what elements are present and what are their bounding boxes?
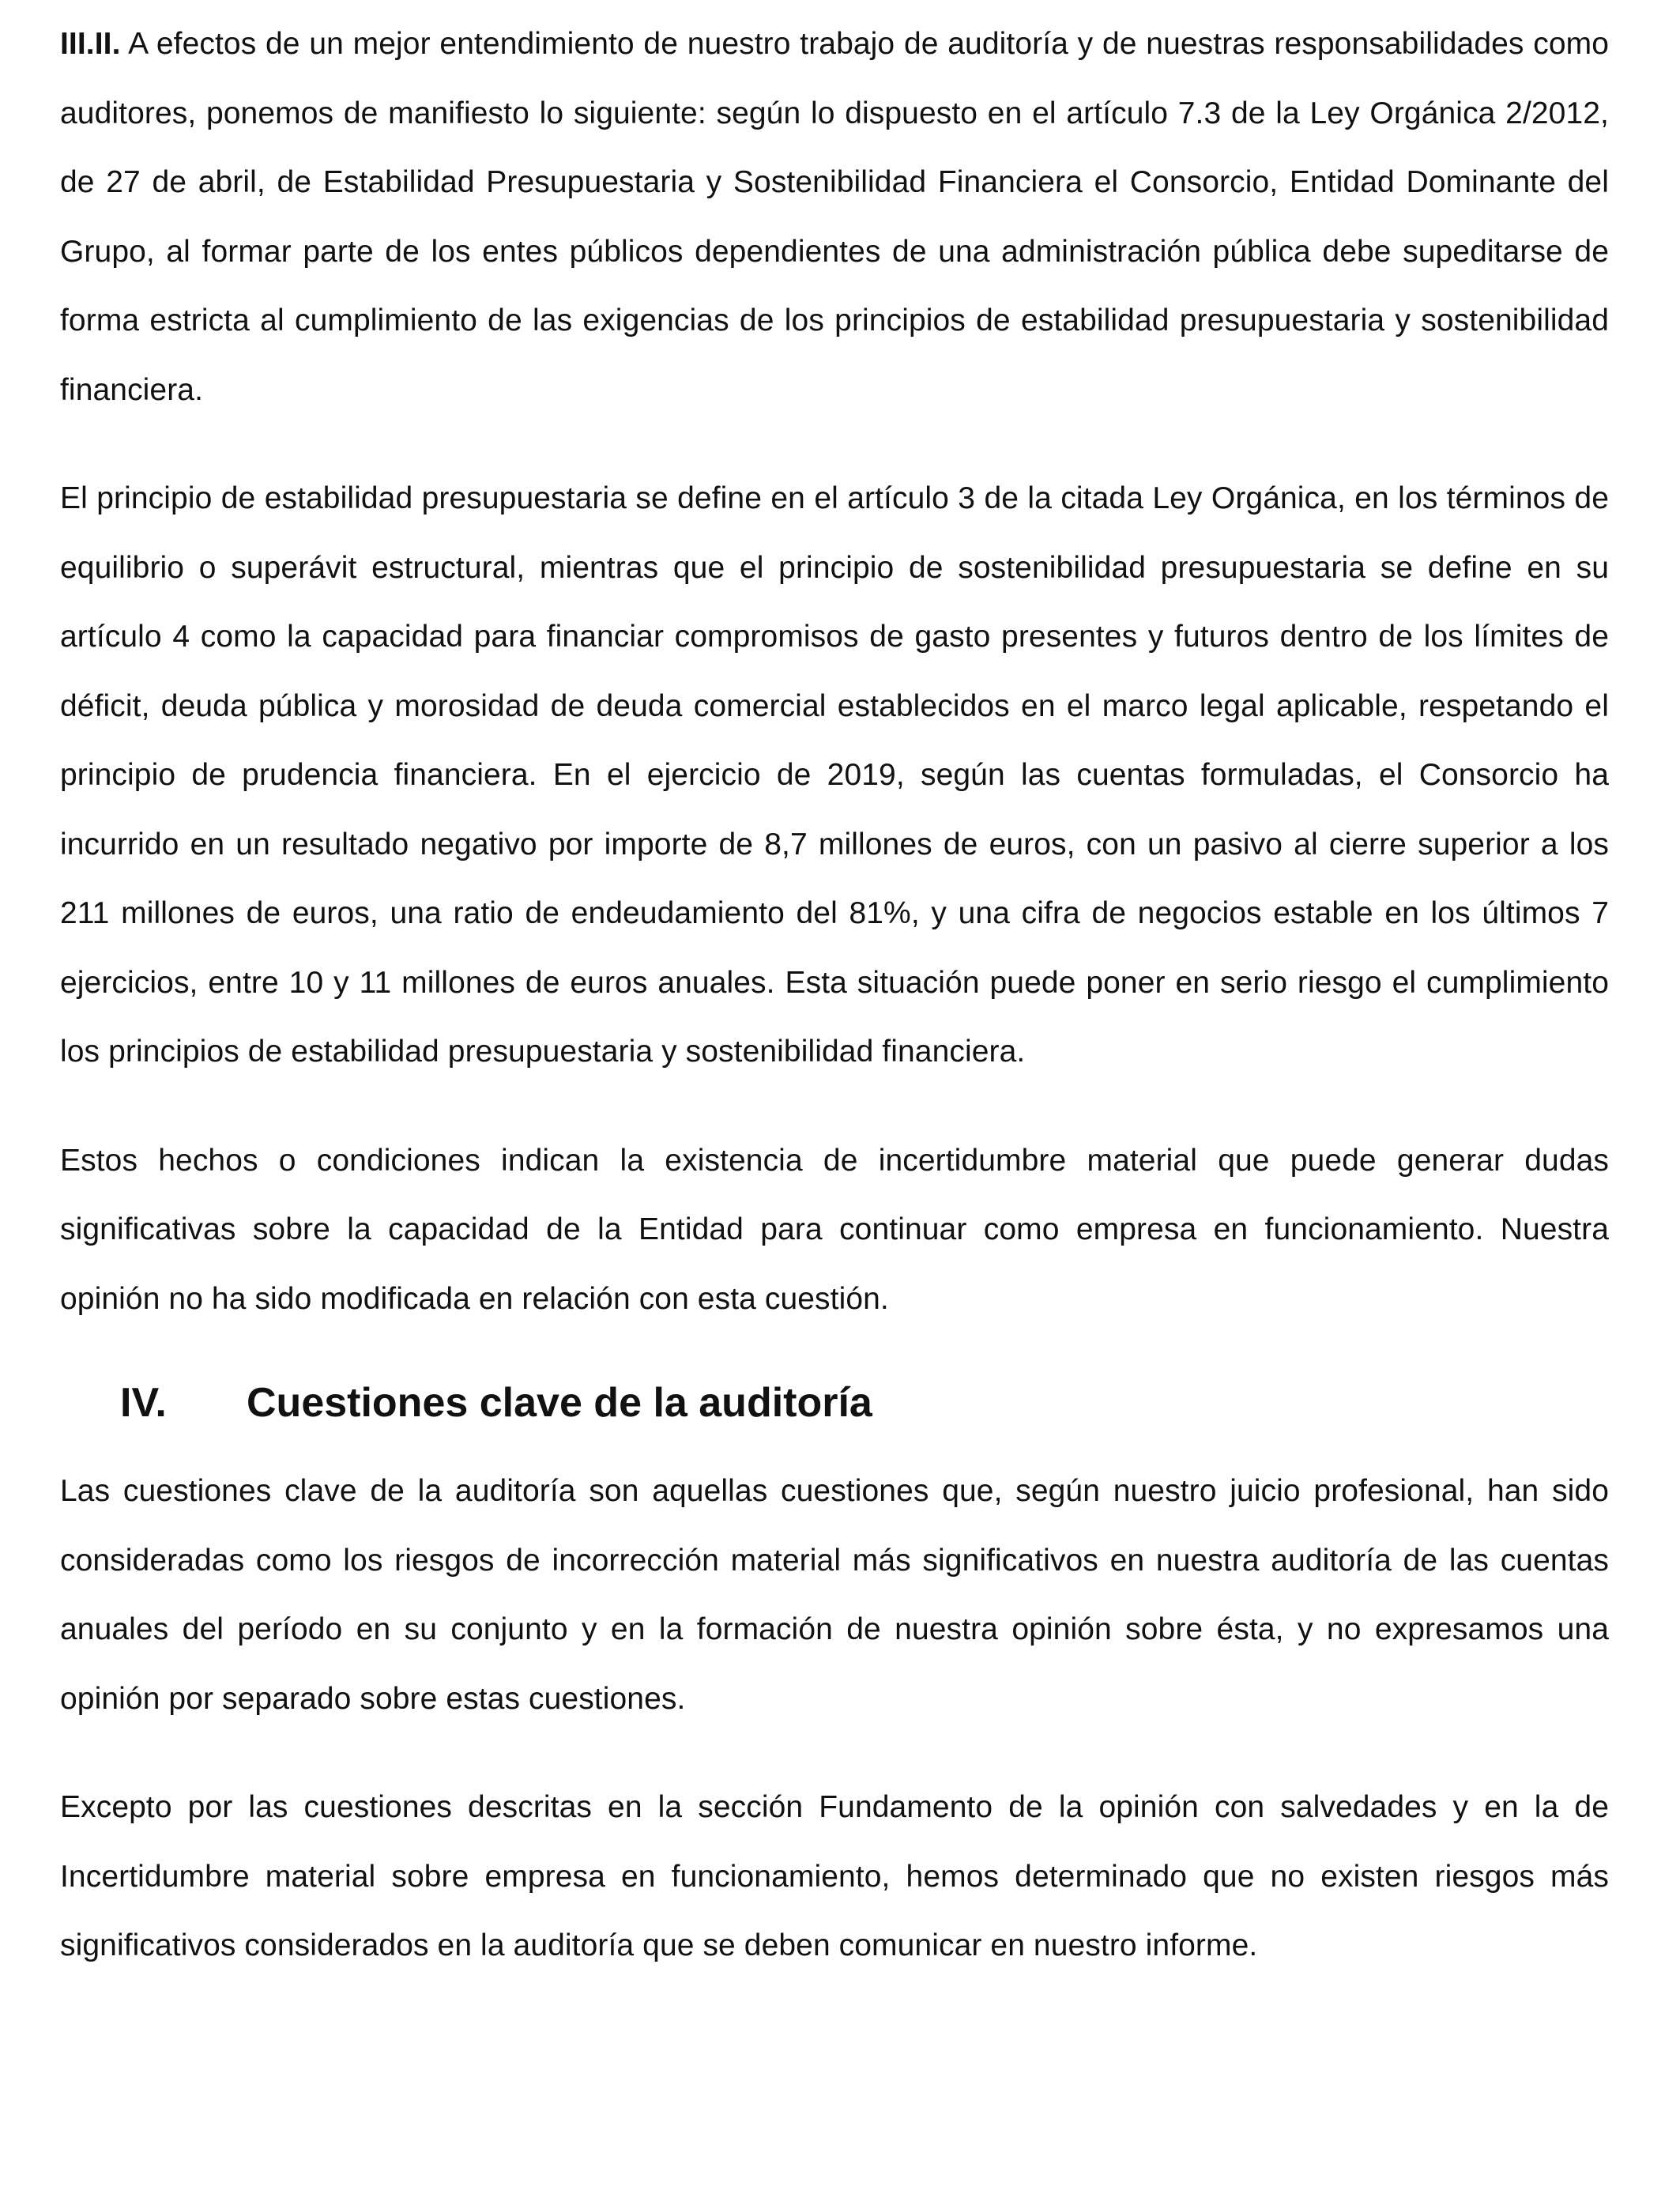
paragraph-key-matters-conclusion: Excepto por las cuestiones descritas en la sección Fundamento de la opinión con salvedades y en la de Incertidumbre material sobre empresa en funcionamiento, hemos determinado que no existen riesgos más significativos considerados en la auditoría que se deben comunicar en nuestro informe. xyxy=(60,1790,1609,1962)
document-page xyxy=(60,9,1609,1981)
paragraph-iii-ii-intro xyxy=(60,9,1609,424)
paragraph-stability-principle: El principio de estabilidad presupuestaria se define en el artículo 3 de la citada Ley Orgánica, en los términos de equilibrio o superávit estructural, mientras que el principio de sostenibilidad presupuestaria se define en su artículo 4 como la capacidad para financiar compromisos de gasto presentes y futuros dentro de los límites de déficit, deuda pública y morosidad de deuda comercial establecidos en el marco legal aplicable, respetando el principio de prudencia financiera. En el ejercicio de 2019, según las cuentas formuladas, el Consorcio ha incurrido en un resultado negativo por importe de 8,7 millones de euros, con un pasivo al cierre superior a los 211 millones de euros, una ratio de endeudamiento del 81%, y una cifra de negocios estable en los últimos 7 ejercicios, entre 10 y 11 millones de euros anuales. Esta situación puede poner en serio riesgo el cumplimiento los principios de estabilidad presupuestaria y sostenibilidad financiera. xyxy=(60,481,1609,1069)
paragraph-lead-number: III.II. xyxy=(60,27,121,61)
section-number: IV. xyxy=(120,1380,167,1426)
paragraph-material-uncertainty: Estos hechos o condiciones indican la existencia de incertidumbre material que puede generar dudas significativas sobre la capacidad de la Entidad para continuar como empresa en funcionamiento. Nuestra opinión no ha sido modificada en relación con esta cuestión. xyxy=(60,1143,1609,1316)
paragraph-key-matters-definition: Las cuestiones clave de la auditoría son aquellas cuestiones que, según nuestro juicio profesional, han sido consideradas como los riesgos de incorrección material más significativos en nuestra auditoría de las cuentas anuales del período en su conjunto y en la formación de nuestra opinión sobre ésta, y no expresamos una opinión por separado sobre estas cuestiones. xyxy=(60,1474,1609,1716)
section-title: Cuestiones clave de la auditoría xyxy=(247,1380,872,1426)
paragraph-text: A efectos de un mejor entendimiento de nuestro trabajo de auditoría y de nuestras responsabilidades como auditores, ponemos de manifiesto lo siguiente: según lo dispuesto en el artículo 7.3 de la Ley Orgánica 2/2012, de 27 de abril, de Estabilidad Presupuestaria y Sostenibilidad Financiera el Consorcio, Entidad Dominante del Grupo, al formar parte de los entes públicos dependientes de una administración pública debe supeditarse de forma estricta al cumplimiento de las exigencias de los principios de estabilidad presupuestaria y sostenibilidad financiera. xyxy=(60,27,1609,407)
section-heading xyxy=(60,1363,1609,1442)
